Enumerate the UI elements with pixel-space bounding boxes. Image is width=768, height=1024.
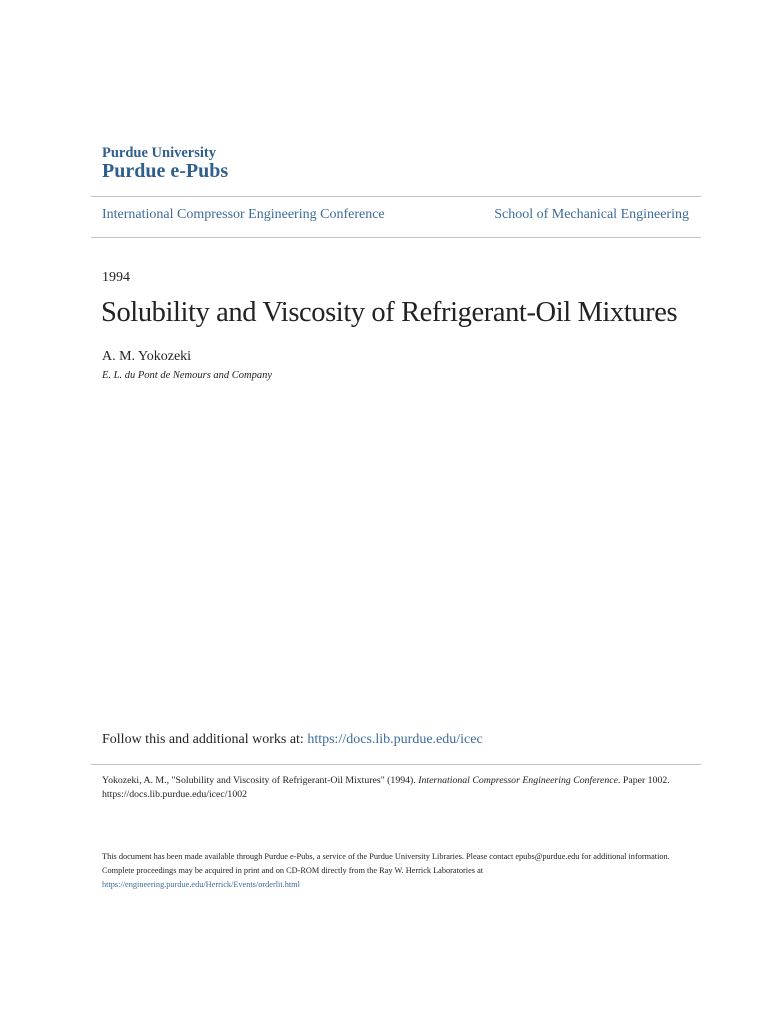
repository-name[interactable]: Purdue e-Pubs <box>102 160 229 182</box>
collection-link[interactable]: https://docs.lib.purdue.edu/icec <box>307 732 483 747</box>
divider-top <box>91 196 701 197</box>
publication-year: 1994 <box>102 270 130 285</box>
notice-line-1: This document has been made available through Purdue e-Pubs, a service of the Purdue University Libraries. Please contact epubs@purdue.edu for additional information. <box>102 852 670 861</box>
notice-line-2: Complete proceedings may be acquired in print and on CD-ROM directly from the Ray W. Herrick Laboratories at <box>102 866 484 876</box>
conference-link[interactable]: International Compressor Engineering Conference <box>102 207 385 222</box>
citation-venue: International Compressor Engineering Conference <box>418 775 618 786</box>
author-affiliation: E. L. du Pont de Nemours and Company <box>102 370 273 381</box>
citation-block <box>102 774 672 801</box>
paper-title: Solubility and Viscosity of Refrigerant-Oil Mixtures <box>101 297 678 328</box>
citation-suffix: . Paper 1002. <box>618 775 670 786</box>
department-link[interactable]: School of Mechanical Engineering <box>494 207 689 222</box>
divider-bottom <box>91 764 701 765</box>
follow-label: Follow this and additional works at: <box>102 732 308 747</box>
university-name[interactable]: Purdue University <box>102 145 216 161</box>
orderlit-link[interactable]: https://engineering.purdue.edu/Herrick/Events/orderlit.html <box>102 880 300 890</box>
citation-prefix: Yokozeki, A. M., "Solubility and Viscosity of Refrigerant-Oil Mixtures" (1994). <box>102 775 419 786</box>
divider-nav <box>91 237 701 238</box>
citation-url[interactable]: https://docs.lib.purdue.edu/icec/1002 <box>102 788 248 800</box>
notice-block <box>102 850 672 893</box>
paper-author: A. M. Yokozeki <box>102 349 192 364</box>
follow-line <box>102 732 483 748</box>
